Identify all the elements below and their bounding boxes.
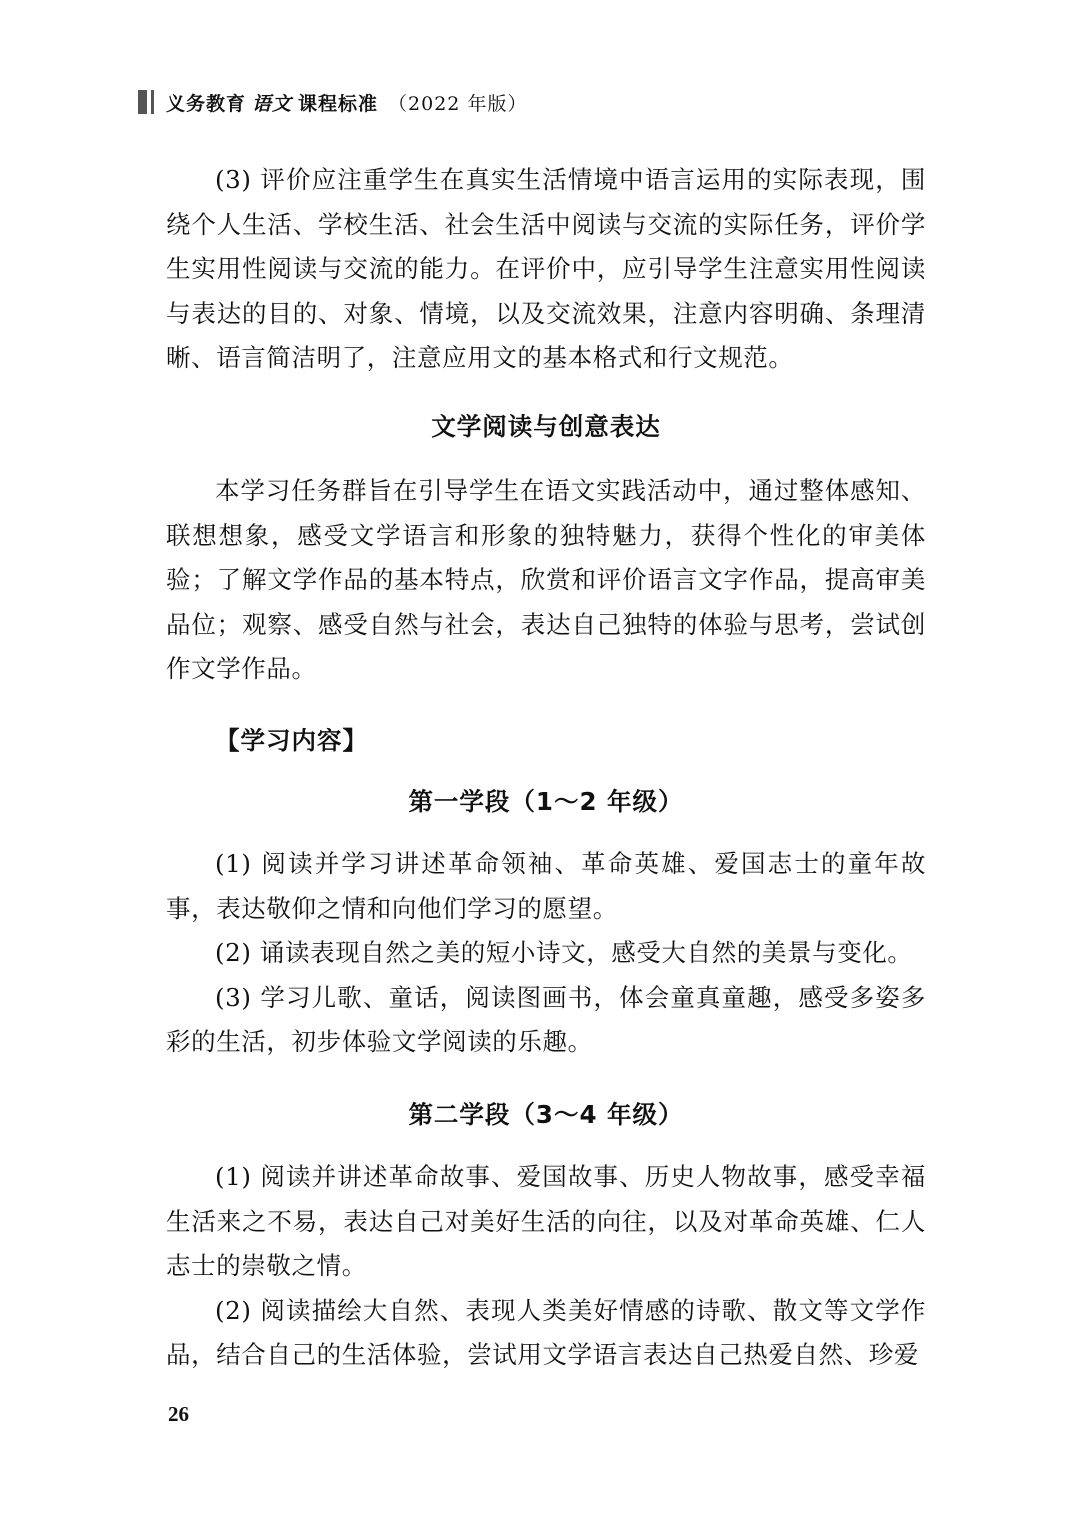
header-title-part3: 课程标准 [298, 92, 379, 115]
header-bar-thick [138, 90, 147, 114]
evaluation-block [166, 158, 926, 381]
header-bars-decoration [138, 90, 154, 114]
learning-content-label: 【学习内容】 [215, 726, 368, 755]
stage1-item-2: (2) 诵读表现自然之美的短小诗文，感受大自然的美景与变化。 [215, 938, 913, 967]
stage1-block [166, 842, 926, 1065]
running-header [138, 88, 527, 116]
section-heading: 文学阅读与创意表达 [431, 412, 661, 441]
stage2-heading: 第二学段（3～4 年级） [408, 1100, 684, 1129]
header-title [166, 89, 527, 116]
stage2-item-2: (2) 阅读描绘大自然、表现人类美好情感的诗歌、散文等文学作品，结合自己的生活体验，尝试用文学语言表达自己热爱自然、珍爱 [166, 1295, 926, 1369]
stage1-heading: 第一学段（1～2 年级） [408, 787, 684, 816]
stage2-block [166, 1155, 926, 1378]
stage1-item-3: (3) 学习儿歌、童话，阅读图画书，体会童真童趣，感受多姿多彩的生活，初步体验文学阅读的乐趣。 [166, 982, 926, 1056]
header-edition: （2022 年版） [388, 92, 528, 115]
page-number: 26 [168, 1402, 189, 1426]
intro-block [166, 469, 926, 692]
header-title-part2: 语文 [252, 92, 293, 115]
paragraph-evaluation-3: (3) 评价应注重学生在真实生活情境中语言运用的实际表现，围绕个人生活、学校生活、社会生活中阅读与交流的实际任务，评价学生实用性阅读与交流的能力。在评价中，应引导学生注意实用性阅读与表达的目的、对象、情境，以及交流效果，注意内容明确、条理清晰、语言简洁明了，注意应用文的基本格式和行文规范。 [166, 165, 926, 372]
header-bar-thin [151, 90, 154, 114]
stage2-item-1: (1) 阅读并讲述革命故事、爱国故事、历史人物故事，感受幸福生活来之不易，表达自己对美好生活的向往，以及对革命英雄、仁人志士的崇敬之情。 [166, 1162, 926, 1280]
paragraph-intro: 本学习任务群旨在引导学生在语文实践活动中，通过整体感知、联想想象，感受文学语言和形象的独特魅力，获得个性化的审美体验；了解文学作品的基本特点，欣赏和评价语言文字作品，提高审美品位；观察、感受自然与社会，表达自己独特的体验与思考，尝试创作文学作品。 [166, 476, 926, 683]
stage1-item-1: (1) 阅读并学习讲述革命领袖、革命英雄、爱国志士的童年故事，表达敬仰之情和向他们学习的愿望。 [166, 849, 926, 923]
header-title-part1: 义务教育 [166, 92, 247, 115]
